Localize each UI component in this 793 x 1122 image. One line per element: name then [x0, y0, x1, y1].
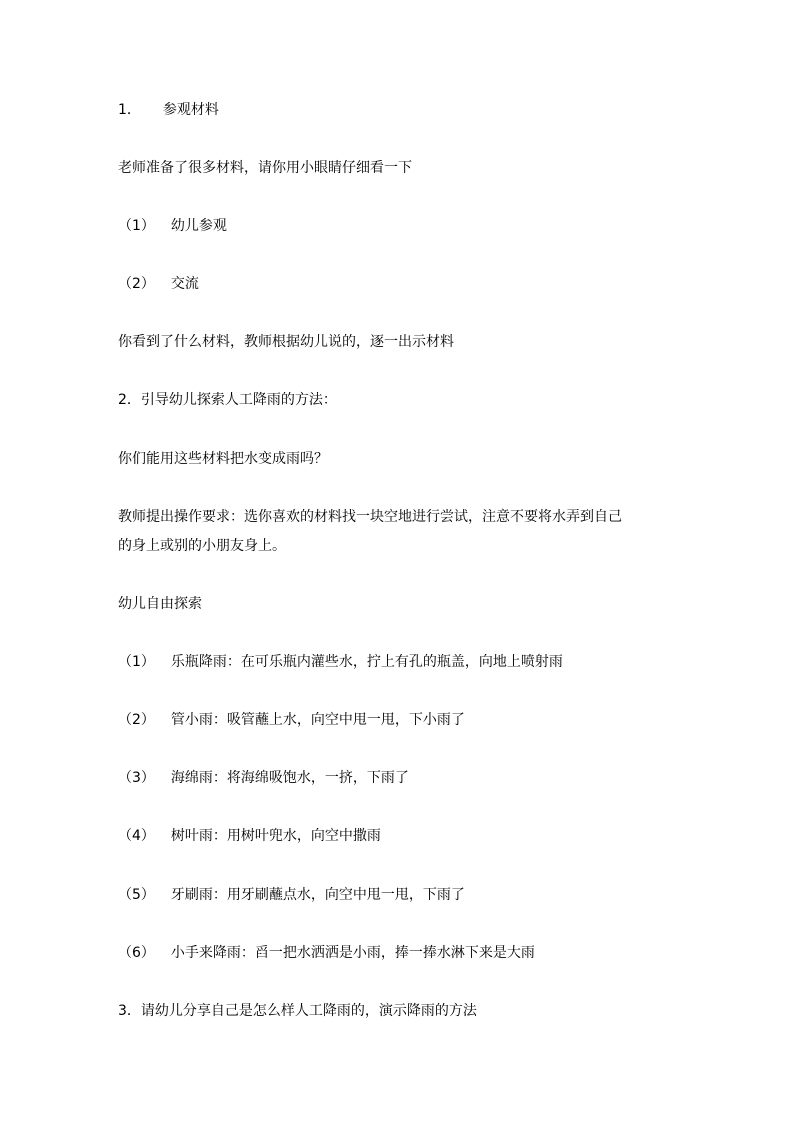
section-3-heading [118, 1001, 477, 1021]
section-title: 2．引导幼儿探索人工降雨的方法： [118, 392, 337, 408]
list-item-text: 树叶雨：用树叶兜水，向空中撒雨 [170, 828, 381, 844]
list-item-number: （5） [118, 887, 155, 903]
paragraph-text: 你看到了什么材料，教师根据幼儿说的，逐一出示材料 [118, 334, 454, 350]
section-title: 3．请幼儿分享自己是怎么样人工降雨的，演示降雨的方法 [118, 1003, 477, 1019]
list-item-number: （3） [118, 770, 155, 786]
list-item [118, 943, 535, 963]
list-item [118, 274, 199, 294]
list-item-number: （4） [118, 828, 155, 844]
list-item-number: （1） [118, 654, 155, 670]
section-1-heading [118, 100, 219, 120]
list-item [118, 710, 465, 730]
list-item-text: 牙刷雨：用牙刷蘸点水，向空中甩一甩，下雨了 [170, 887, 465, 903]
section-title: 参观材料 [162, 102, 219, 118]
section-number: 1． [118, 102, 141, 118]
section-2-heading [118, 390, 337, 410]
list-item-text: 乐瓶降雨：在可乐瓶内灌些水，拧上有孔的瓶盖，向地上喷射雨 [170, 654, 563, 670]
list-item [118, 826, 381, 846]
paragraph-text: 的身上或别的小朋友身上。 [118, 538, 286, 554]
list-item-text: 幼儿参观 [170, 218, 227, 234]
list-item-number: （1） [118, 218, 155, 234]
paragraph [118, 332, 454, 352]
paragraph [118, 594, 202, 614]
list-item [118, 216, 227, 236]
paragraph-text: 你们能用这些材料把水变成雨吗？ [118, 451, 328, 467]
paragraph-text: 老师准备了很多材料，请你用小眼睛仔细看一下 [118, 160, 412, 176]
list-item-text: 管小雨：吸管蘸上水，向空中甩一甩，下小雨了 [170, 712, 465, 728]
list-item-number: （2） [118, 712, 155, 728]
list-item [118, 885, 465, 905]
paragraph-text: 幼儿自由探索 [118, 596, 202, 612]
paragraph [118, 158, 412, 178]
paragraph [118, 449, 328, 469]
list-item-text: 交流 [170, 276, 199, 292]
list-item [118, 652, 563, 672]
list-item [118, 768, 409, 788]
paragraph-text: 教师提出操作要求：选你喜欢的材料找一块空地进行尝试，注意不要将水弄到自己 [118, 509, 622, 525]
list-item-number: （6） [118, 945, 155, 961]
list-item-text: 海绵雨：将海绵吸饱水，一挤，下雨了 [170, 770, 409, 786]
list-item-text: 小手来降雨：舀一把水洒洒是小雨，捧一捧水淋下来是大雨 [170, 945, 535, 961]
paragraph [118, 507, 622, 527]
paragraph-continuation [118, 536, 286, 556]
list-item-number: （2） [118, 276, 155, 292]
